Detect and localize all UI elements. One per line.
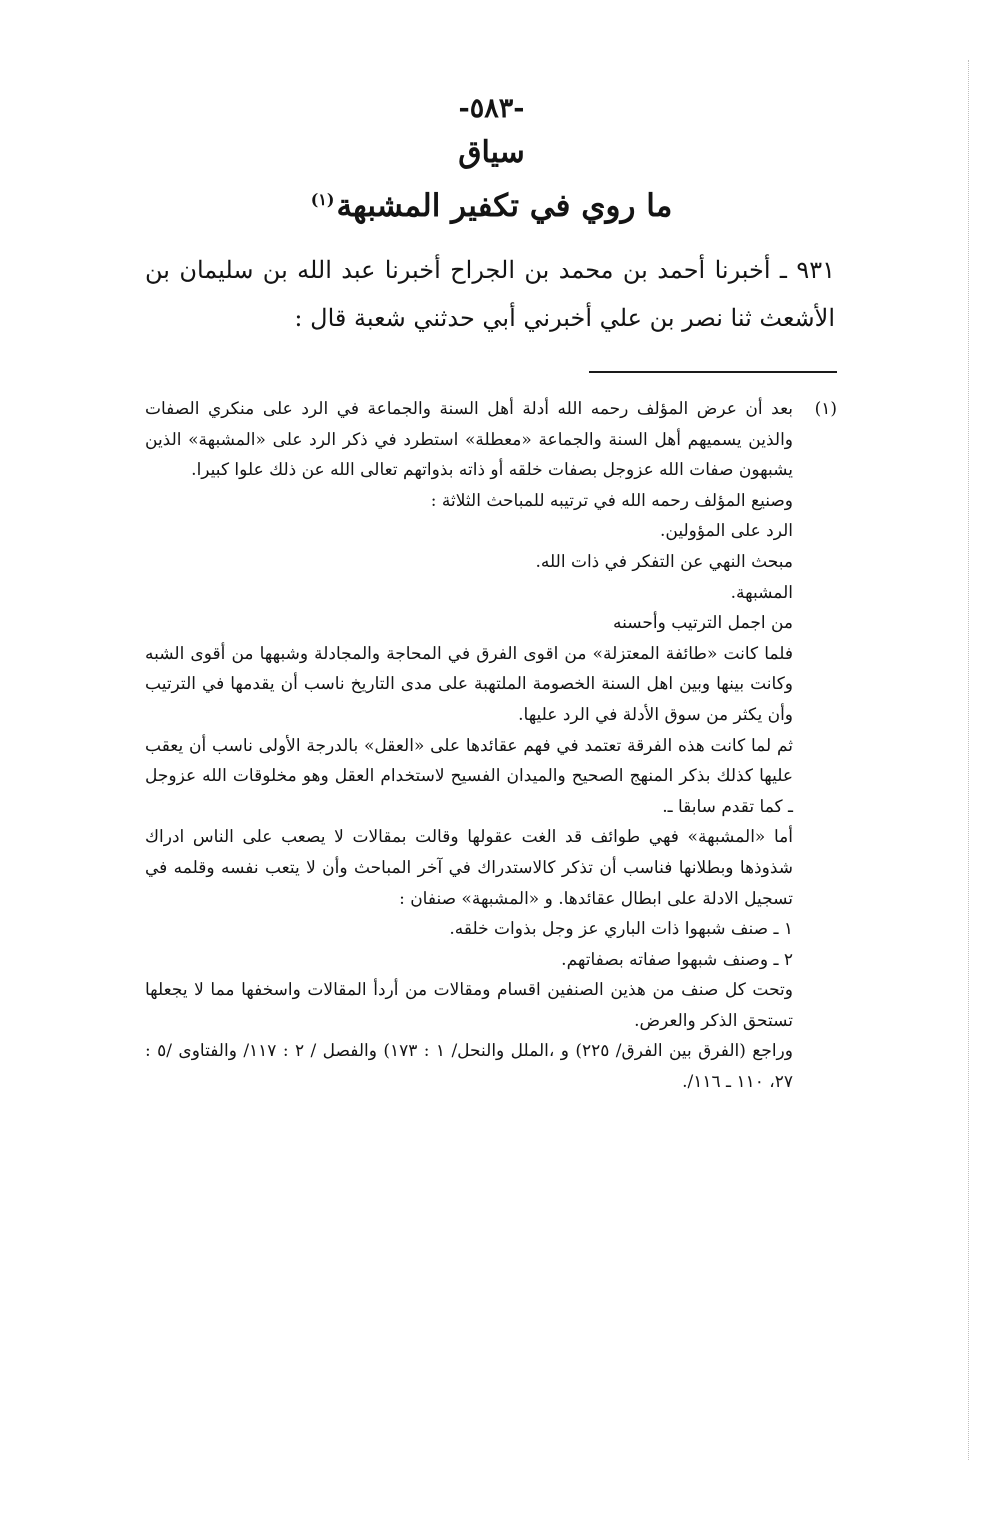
footnote-paragraph: من اجمل الترتيب وأحسنه [612,613,793,634]
footnote-paragraph: بعد أن عرض المؤلف رحمه الله أدلة أهل السنة والجماعة في الرد على منكري الصفات والذين يسميهم أهل السنة والجماعة «معطلة» استطرد في ذكر الرد على «المشبهة» الذين يشبهون صفات الله عزوجل بصفات خلقه أو ذاته بذواتهم تعالى الله عن ذلك علوا كبيرا. [145,399,793,481]
footnote-paragraph: أما «المشبهة» فهي طوائف قد الغت عقولها وقالت بمقالات لا يصعب على الناس ادراك شذوذها وبطلانها فناسب أن تذكر كالاستدراك في آخر المباحث وأن لا يتعب نفسه وقلمه في تسجيل الادلة على ابطال عقائدها. و «المشبهة» صنفان : [145,827,793,909]
footnote-paragraph: فلما كانت «طائفة المعتزلة» من اقوى الفرق في المحاجة والمجادلة وشبهها من أقوى الشبه وكانت بينها وبين اهل السنة الخصومة الملتهبة على مدى التاريخ ناسب أن يقدمها في الترتيب وأن يكثر من سوق الأدلة في الرد عليها. [145,643,793,725]
footnote-paragraph: وراجع (الفرق بين الفرق/ ٢٢٥) و ،الملل والنحل/ ١ : ١٧٣) والفصل / ٢ : ١١٧/ والفتاوى /٥ : ٢٧، ١١٠ ـ ١١٦/. [145,1041,793,1093]
hadith-paragraph: ٩٣١ ـ أخبرنا أحمد بن محمد بن الجراح أخبرنا عبد الله بن سليمان بن الأشعث ثنا نصر بن علي أخبرني أبي حدثني شعبة قال : [145,256,835,332]
footnote-paragraph: مبحث النهي عن التفكر في ذات الله. [535,551,793,572]
footnote-paragraph: ثم لما كانت هذه الفرقة تعتمد في فهم عقائدها على «العقل» بالدرجة الأولى ناسب أن يعقب عليها كذلك بذكر المنهج الصحيح والميدان الفسيح لاستخدام العقل وهو مخلوقات الله عزوجل ـ كما تقدم سابقا ـ. [145,735,793,817]
footnote-body [145,394,793,1098]
footnote-paragraph: المشبهة. [730,582,793,603]
footnote-paragraph: ١ ـ صنف شبهوا ذات الباري عز وجل بذوات خلقه. [449,919,793,940]
footnote-paragraph: ٢ ـ وصنف شبهوا صفاته بصفاتهم. [561,949,793,970]
footnote-paragraph: الرد على المؤولين. [660,521,793,542]
footnote [145,394,837,1098]
footnote-paragraph: وصنيع المؤلف رحمه الله في ترتيبه للمباحث الثلاثة : [430,490,793,511]
footnotes [145,394,837,1098]
section-title-text: ما روي في تكفير المشبهة [336,188,673,224]
footnote-marker: (١) [814,399,837,419]
footnote-paragraph: وتحت كل صنف من هذين الصنفين اقسام ومقالات من أردأ المقالات واسخفها مما لا يجعلها تستحق الذكر والعرض. [145,980,793,1031]
footnote-separator [589,371,837,373]
section-title [0,188,983,224]
title-footnote-ref: (١) [310,189,335,209]
section-heading: سياق [458,135,525,170]
page-number: -٥٨٣- [458,93,525,124]
main-text [145,246,835,342]
page-edge-line [968,60,969,1460]
